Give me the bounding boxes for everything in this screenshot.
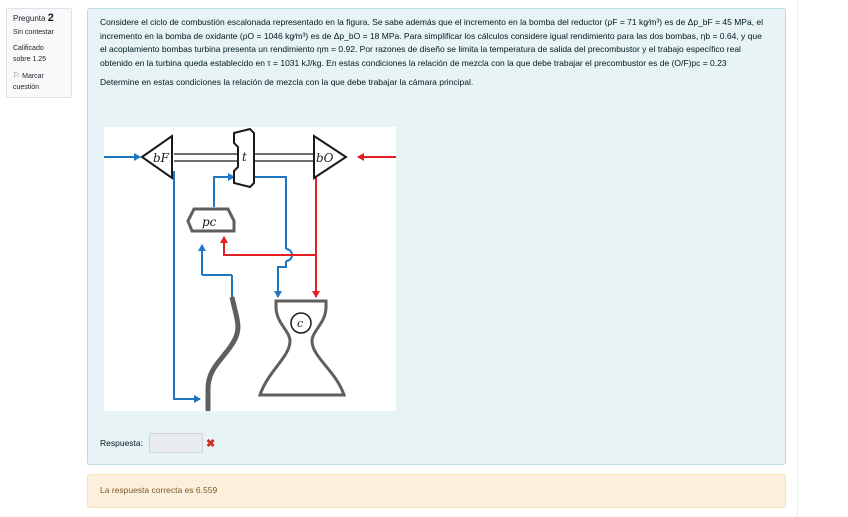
- precombustor-to-turbine-line: [214, 177, 234, 207]
- engine-cycle-diagram: [104, 127, 396, 411]
- flag-question-link[interactable]: ⚐ Marcar cuestión: [13, 71, 44, 91]
- question-number: Pregunta 2: [13, 12, 54, 24]
- oxidizer-to-precombustor-line: [224, 237, 316, 255]
- answer-label: Respuesta:: [100, 438, 143, 448]
- right-answer-text: La respuesta correcta es 6.559: [100, 485, 218, 495]
- precombustor-label: pc: [202, 215, 217, 229]
- oxidizer-pump-label: bO: [316, 151, 334, 165]
- feedback-panel: [87, 474, 786, 508]
- question-paragraph-1: Considere el ciclo de combustión escalonada representado en la figura. Se sabe además que el incremento en la bomba del reductor (ρF = 71 kg⁄m³) es de Δp_bF = 45 MPa, el incremento en la bomba de oxidante (ρO = 1046 kg⁄m³) es de Δp_bO = 18 MPa. Para simplificar los cálculos considere igual rendimiento para las dos bombas, ηb = 0.64, y que el acoplamiento bombas turbina presenta un rendimiento ηm = 0.92. Por razones de diseño se limita la temperatura de salida del precombustor y el trabajo específico real obtenido en la turbina queda establecido en τ = 1031 kJ/kg. En estas condiciones la relación de mezcla con la que debe trabajar el precombustor es de (O/F)pc = 0.23: [100, 17, 764, 68]
- page-divider: [797, 0, 798, 517]
- question-text: [100, 16, 770, 90]
- turbine-label: t: [242, 150, 247, 164]
- answer-row: [100, 433, 215, 453]
- question-info-panel: [6, 8, 72, 98]
- fuel-pump-label: bF: [153, 151, 170, 165]
- question-status: Sin contestar: [13, 29, 54, 36]
- regenerative-nozzle-wall: [208, 297, 238, 411]
- turbine-to-chamber-line: [278, 261, 286, 297]
- engine-cycle-figure: [104, 127, 396, 411]
- question-formulation: [87, 8, 786, 465]
- flag-icon: ⚐: [13, 71, 21, 80]
- fuel-to-nozzle-line: [174, 171, 200, 399]
- incorrect-icon: ✖: [206, 437, 216, 450]
- answer-input[interactable]: [149, 433, 203, 453]
- grade-info: Calificado sobre 1.25: [13, 45, 47, 63]
- turbine-exhaust-line: [254, 177, 286, 249]
- chamber-label: c: [297, 317, 304, 330]
- question-paragraph-2: Determine en estas condiciones la relación de mezcla con la que debe trabajar la cámara principal.: [100, 77, 474, 87]
